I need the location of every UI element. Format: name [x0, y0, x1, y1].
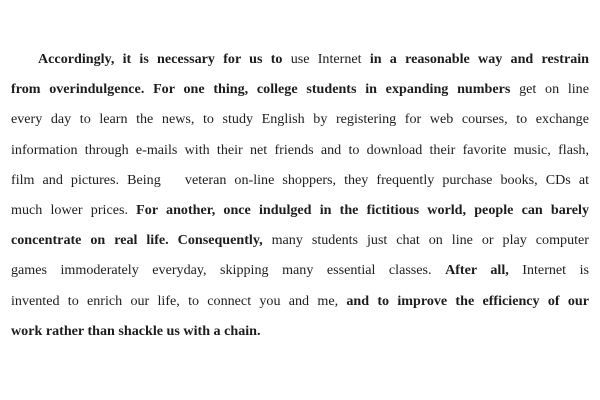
plain-text: games immoderately everyday, skipping many essential classes. [11, 262, 446, 279]
bold-text: concentrate on real life. Consequently, [11, 232, 263, 249]
paragraph-line [11, 44, 589, 74]
paragraph-line [11, 286, 589, 316]
paragraph-line [11, 135, 589, 165]
plain-text: Internet is [508, 262, 589, 279]
paragraph-line [11, 104, 589, 134]
bold-text: After all, [445, 262, 509, 279]
bold-text: from overindulgence. For one thing, college students in expanding numbers [11, 81, 511, 98]
plain-text: invented to enrich our life, to connect you and me, [11, 292, 347, 309]
plain-text: every day to learn the news, to study English by registering for web courses, to exchange [11, 111, 589, 128]
essay-paragraph [11, 44, 589, 346]
bold-text: For another, once indulged in the fictitious world, people can barely [136, 202, 590, 219]
bold-text: and to improve the efficiency of our [346, 292, 589, 309]
plain-text: film and pictures. Being veteran on-line shoppers, they frequently purchase books, CDs at [11, 171, 589, 188]
bold-text: work rather than shackle us with a chain. [11, 322, 261, 339]
paragraph-line [11, 316, 589, 346]
paragraph-line [11, 195, 589, 225]
paragraph-line [11, 165, 589, 195]
paragraph-line [11, 225, 589, 255]
plain-text: many students just chat on line or play computer [262, 232, 589, 249]
plain-text: use Internet [282, 51, 370, 67]
bold-text: Accordingly, it is necessary for us to [38, 51, 283, 67]
plain-text: much lower prices. [11, 202, 137, 219]
paragraph-line [11, 255, 589, 285]
plain-text: information through e-mails with their net friends and to download their favorite music, flash, [11, 141, 589, 158]
bold-text: in a reasonable way and restrain [369, 51, 590, 67]
paragraph-line [11, 74, 589, 104]
plain-text: get on line [510, 81, 589, 98]
